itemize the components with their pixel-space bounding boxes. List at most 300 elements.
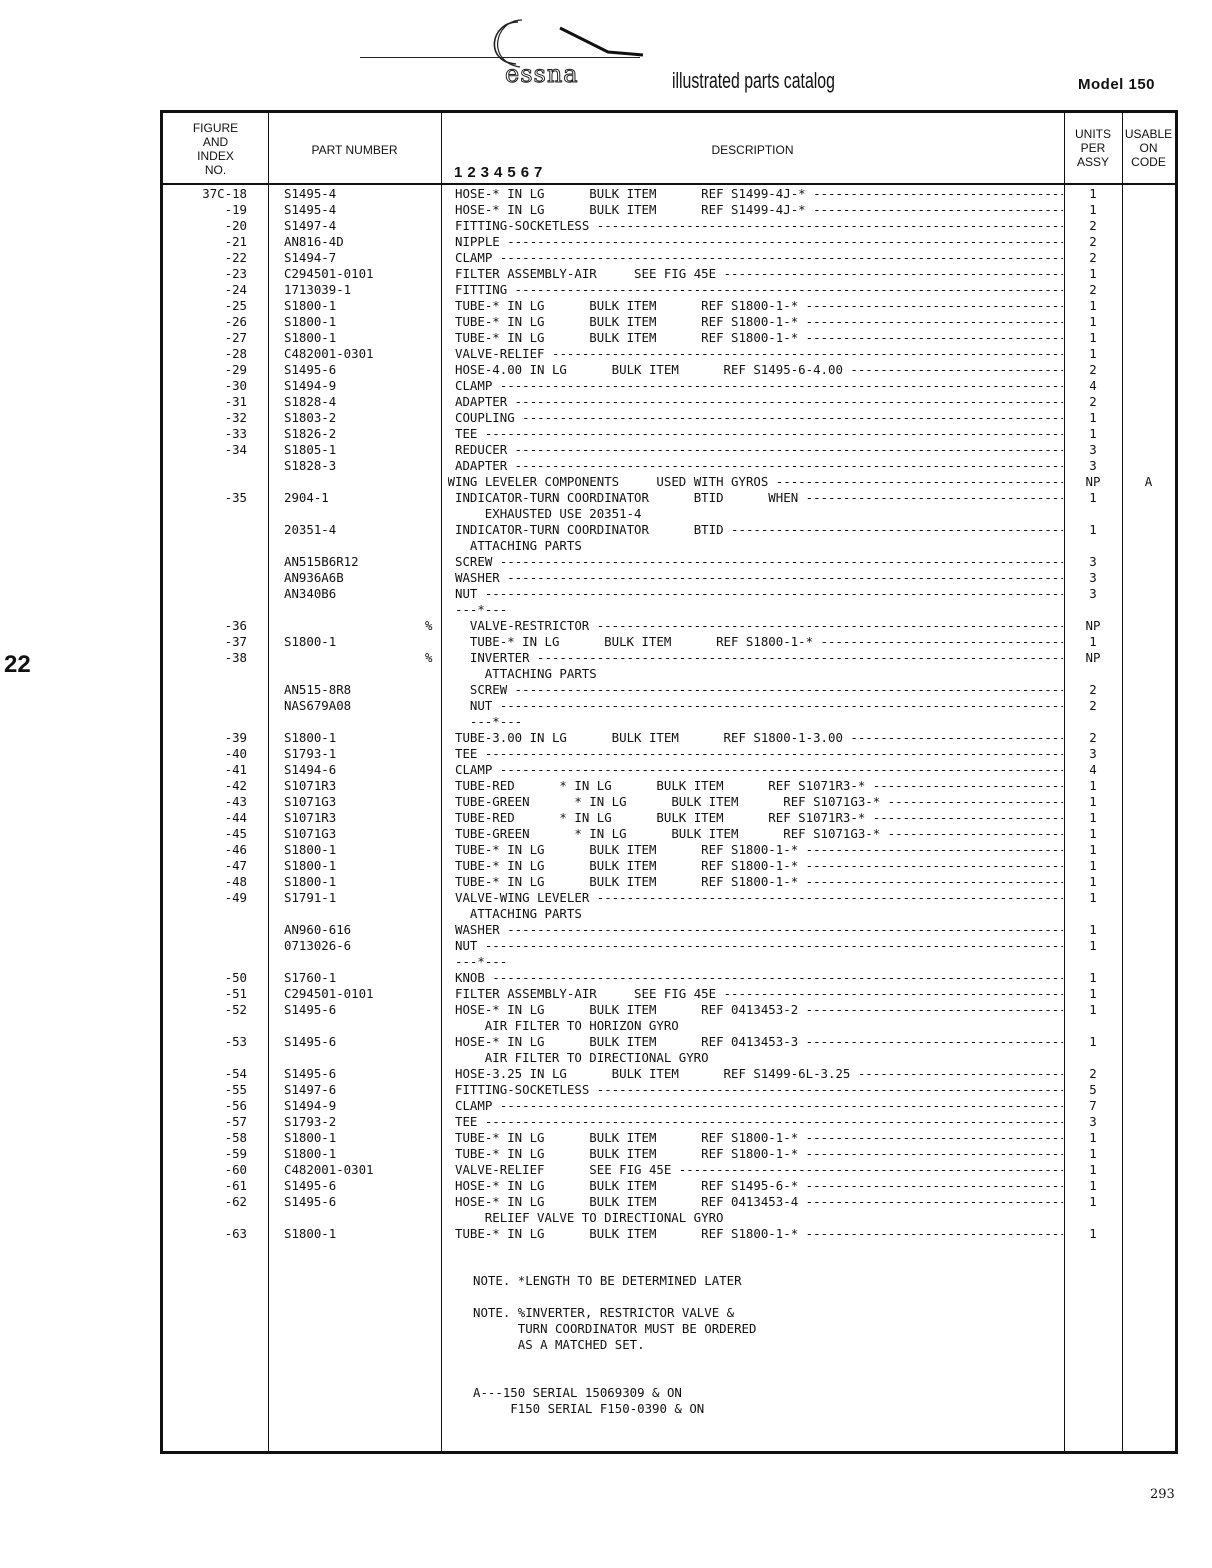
figure-index: -33 xyxy=(224,426,247,441)
description: VALVE-RELIEF ----- xyxy=(455,346,1063,362)
description: TUBE-* IN LG BULK ITEM REF S1800-1-* ----- xyxy=(455,330,1063,346)
table-row xyxy=(163,346,1175,362)
table-row xyxy=(163,378,1175,394)
part-number: S1071G3 xyxy=(284,826,337,841)
table-row xyxy=(163,554,1175,570)
units-per-assy: 3 xyxy=(1089,746,1097,761)
description: FILTER ASSEMBLY-AIR SEE FIG 45E ----- xyxy=(455,986,1063,1002)
figure-index: -58 xyxy=(224,1130,247,1145)
part-number: S1494-9 xyxy=(284,1098,337,1113)
table-row xyxy=(163,698,1175,714)
page-number: 293 xyxy=(1150,1487,1175,1502)
table-row xyxy=(163,682,1175,698)
part-number: S1071R3 xyxy=(284,778,337,793)
units-per-assy: 1 xyxy=(1089,202,1097,217)
description: TUBE-* IN LG BULK ITEM REF S1800-1-* ----- xyxy=(455,298,1063,314)
part-number: S1495-6 xyxy=(284,1034,337,1049)
description: VALVE-WING LEVELER ----- xyxy=(455,890,1063,906)
description: HOSE-4.00 IN LG BULK ITEM REF S1495-6-4.00 ----- xyxy=(455,362,1063,378)
description: CLAMP ----- xyxy=(455,250,1063,266)
units-per-assy: 1 xyxy=(1089,890,1097,905)
description: VALVE-RESTRICTOR ----- xyxy=(470,618,1063,634)
figure-index: -56 xyxy=(224,1098,247,1113)
figure-index: -35 xyxy=(224,490,247,505)
table-row xyxy=(163,202,1175,218)
part-number: S1495-6 xyxy=(284,1002,337,1017)
part-number: S1803-2 xyxy=(284,410,337,425)
description: TUBE-3.00 IN LG BULK ITEM REF S1800-1-3.00 ----- xyxy=(455,730,1063,746)
part-number: S1495-6 xyxy=(284,1066,337,1081)
table-row xyxy=(163,1178,1175,1194)
table-row xyxy=(163,1082,1175,1098)
units-per-assy: 1 xyxy=(1089,314,1097,329)
figure-index: -29 xyxy=(224,362,247,377)
header-line: ASSY xyxy=(1076,155,1109,169)
part-number: C482001-0301 xyxy=(284,1162,374,1177)
description: WASHER ----- xyxy=(455,922,1063,938)
units-per-assy: 2 xyxy=(1089,394,1097,409)
units-per-assy: 3 xyxy=(1089,458,1097,473)
note-line: NOTE. *LENGTH TO BE DETERMINED LATER xyxy=(473,1273,742,1288)
units-per-assy: 1 xyxy=(1089,858,1097,873)
table-row xyxy=(163,1210,1175,1226)
figure-index: -40 xyxy=(224,746,247,761)
table-row xyxy=(163,426,1175,442)
part-number: 20351-4 xyxy=(284,522,337,537)
header-line: UNITS xyxy=(1075,127,1111,141)
header-line: ON xyxy=(1139,141,1158,155)
description: ---*--- xyxy=(469,714,523,729)
header-line: PER xyxy=(1080,141,1106,155)
units-per-assy: 1 xyxy=(1089,1130,1097,1145)
figure-index: -48 xyxy=(224,874,247,889)
figure-index: -27 xyxy=(224,330,247,345)
units-per-assy: 3 xyxy=(1089,570,1097,585)
description: TUBE-* IN LG BULK ITEM REF S1800-1-* ----- xyxy=(455,1226,1063,1242)
figure-index: -47 xyxy=(224,858,247,873)
description: SCREW ----- xyxy=(455,554,1063,570)
figure-index: -20 xyxy=(224,218,247,233)
table-row xyxy=(163,778,1175,794)
figure-index: -50 xyxy=(224,970,247,985)
table-row xyxy=(163,250,1175,266)
units-per-assy: 2 xyxy=(1089,282,1097,297)
part-number: S1828-3 xyxy=(284,458,337,473)
part-number: C482001-0301 xyxy=(284,346,374,361)
table-row xyxy=(163,314,1175,330)
units-per-assy: NP xyxy=(1085,650,1101,665)
description: RELIEF VALVE TO DIRECTIONAL GYRO xyxy=(484,1210,724,1225)
table-row xyxy=(163,666,1175,682)
figure-index: -23 xyxy=(224,266,247,281)
part-number: S1800-1 xyxy=(284,874,337,889)
description: TEE ----- xyxy=(455,1114,1063,1130)
units-per-assy: 1 xyxy=(1089,986,1097,1001)
part-number: S1497-6 xyxy=(284,1082,337,1097)
units-per-assy: 2 xyxy=(1089,362,1097,377)
table-row xyxy=(163,1066,1175,1082)
part-number: 1713039-1 xyxy=(284,282,352,297)
note xyxy=(473,1305,756,1353)
part-number: S1495-4 xyxy=(284,202,337,217)
table-row xyxy=(163,218,1175,234)
description: NUT ----- xyxy=(455,586,1063,602)
units-per-assy: 1 xyxy=(1089,874,1097,889)
units-per-assy: 1 xyxy=(1089,810,1097,825)
table-row xyxy=(163,1002,1175,1018)
matched-set-mark: % xyxy=(425,618,433,633)
figure-index: -37 xyxy=(224,634,247,649)
catalog-title: illustrated parts catalog xyxy=(672,68,835,93)
part-number: S1494-9 xyxy=(284,378,337,393)
table-row xyxy=(163,1114,1175,1130)
description: TUBE-* IN LG BULK ITEM REF S1800-1-* ----- xyxy=(455,842,1063,858)
description: ATTACHING PARTS xyxy=(469,538,582,553)
description: NUT ----- xyxy=(470,698,1063,714)
figure-index: -60 xyxy=(224,1162,247,1177)
part-number: S1494-6 xyxy=(284,762,337,777)
part-number: S1800-1 xyxy=(284,634,337,649)
units-per-assy: 1 xyxy=(1089,426,1097,441)
figure-index: -53 xyxy=(224,1034,247,1049)
figure-index: -44 xyxy=(224,810,247,825)
description: VALVE-RELIEF SEE FIG 45E ----- xyxy=(455,1162,1063,1178)
part-number: S1800-1 xyxy=(284,298,337,313)
part-number: S1800-1 xyxy=(284,1146,337,1161)
description: COUPLING ----- xyxy=(455,410,1063,426)
table-row xyxy=(163,1162,1175,1178)
description: TUBE-GREEN * IN LG BULK ITEM REF S1071G3-* ----- xyxy=(455,794,1063,810)
figure-index: -28 xyxy=(224,346,247,361)
note xyxy=(473,1273,756,1289)
units-per-assy: 2 xyxy=(1089,730,1097,745)
table-row xyxy=(163,522,1175,538)
figure-index: -54 xyxy=(224,1066,247,1081)
table-row xyxy=(163,490,1175,506)
column-header-part-number: PART NUMBER xyxy=(311,143,398,157)
figure-index: -25 xyxy=(224,298,247,313)
part-number: AN340B6 xyxy=(284,586,337,601)
description: TUBE-* IN LG BULK ITEM REF S1800-1-* ----- xyxy=(455,1146,1063,1162)
figure-index: -31 xyxy=(224,394,247,409)
description: HOSE-* IN LG BULK ITEM REF S1499-4J-* ----- xyxy=(455,186,1063,202)
figure-index: -43 xyxy=(224,794,247,809)
part-number: AN515-8R8 xyxy=(284,682,352,697)
notes-block xyxy=(473,1273,756,1433)
part-number: AN816-4D xyxy=(284,234,344,249)
header-line: AND xyxy=(202,135,229,149)
table-row xyxy=(163,394,1175,410)
column-header-units xyxy=(1064,127,1122,169)
description: TUBE-* IN LG BULK ITEM REF S1800-1-* ----- xyxy=(455,314,1063,330)
description: TUBE-* IN LG BULK ITEM REF S1800-1-* ----- xyxy=(455,874,1063,890)
part-number: AN960-616 xyxy=(284,922,352,937)
description: FITTING-SOCKETLESS ----- xyxy=(455,1082,1063,1098)
table-row xyxy=(163,410,1175,426)
figure-index: -51 xyxy=(224,986,247,1001)
description: AIR FILTER TO HORIZON GYRO xyxy=(484,1018,679,1033)
figure-index: -30 xyxy=(224,378,247,393)
units-per-assy: 1 xyxy=(1089,298,1097,313)
description: TUBE-RED * IN LG BULK ITEM REF S1071R3-* ----- xyxy=(455,810,1063,826)
description: CLAMP ----- xyxy=(455,762,1063,778)
units-per-assy: 2 xyxy=(1089,250,1097,265)
part-number: S1805-1 xyxy=(284,442,337,457)
table-row xyxy=(163,970,1175,986)
table-row xyxy=(163,954,1175,970)
table-row xyxy=(163,874,1175,890)
units-per-assy: 2 xyxy=(1089,698,1097,713)
description: EXHAUSTED USE 20351-4 xyxy=(484,506,642,521)
part-number: S1826-2 xyxy=(284,426,337,441)
table-row xyxy=(163,442,1175,458)
description: REDUCER ----- xyxy=(455,442,1063,458)
part-number: S1495-6 xyxy=(284,1178,337,1193)
indent-digits: 1234567 xyxy=(454,164,548,181)
part-number: 2904-1 xyxy=(284,490,329,505)
column-header-usable-code xyxy=(1122,127,1175,169)
units-per-assy: 1 xyxy=(1089,1162,1097,1177)
description: HOSE-* IN LG BULK ITEM REF 0413453-4 ----- xyxy=(455,1194,1063,1210)
table-row xyxy=(163,1194,1175,1210)
units-per-assy: 1 xyxy=(1089,778,1097,793)
description: ATTACHING PARTS xyxy=(469,906,582,921)
units-per-assy: 3 xyxy=(1089,554,1097,569)
description: AIR FILTER TO DIRECTIONAL GYRO xyxy=(484,1050,709,1065)
description: FITTING ----- xyxy=(455,282,1063,298)
units-per-assy: 1 xyxy=(1089,266,1097,281)
units-per-assy: 1 xyxy=(1089,1002,1097,1017)
cessna-logo-text: essna xyxy=(505,60,579,88)
table-row xyxy=(163,586,1175,602)
units-per-assy: 1 xyxy=(1089,1194,1097,1209)
units-per-assy: 2 xyxy=(1089,1066,1097,1081)
table-row xyxy=(163,506,1175,522)
description: TEE ----- xyxy=(455,746,1063,762)
table-row xyxy=(163,746,1175,762)
table-row xyxy=(163,538,1175,554)
figure-index: -36 xyxy=(224,618,247,633)
table-row xyxy=(163,650,1175,666)
description: WASHER ----- xyxy=(455,570,1063,586)
units-per-assy: 1 xyxy=(1089,1226,1097,1241)
part-number: S1800-1 xyxy=(284,730,337,745)
side-section-number: 22 xyxy=(4,651,31,678)
description: HOSE-* IN LG BULK ITEM REF S1495-6-* ----- xyxy=(455,1178,1063,1194)
description: CLAMP ----- xyxy=(455,1098,1063,1114)
part-number: AN515B6R12 xyxy=(284,554,359,569)
description: ADAPTER ----- xyxy=(455,458,1063,474)
note-line: TURN COORDINATOR MUST BE ORDERED xyxy=(473,1321,757,1336)
units-per-assy: 1 xyxy=(1089,842,1097,857)
table-row xyxy=(163,458,1175,474)
description: INVERTER ----- xyxy=(470,650,1063,666)
table-row xyxy=(163,474,1175,490)
figure-index: -41 xyxy=(224,762,247,777)
units-per-assy: 1 xyxy=(1089,1034,1097,1049)
description: INDICATOR-TURN COORDINATOR BTID ----- xyxy=(455,522,1063,538)
description: KNOB ----- xyxy=(455,970,1063,986)
part-number: S1800-1 xyxy=(284,858,337,873)
figure-index: -49 xyxy=(224,890,247,905)
units-per-assy: 1 xyxy=(1089,522,1097,537)
part-number: NAS679A08 xyxy=(284,698,352,713)
figure-index: -26 xyxy=(224,314,247,329)
description: ADAPTER ----- xyxy=(455,394,1063,410)
table-row xyxy=(163,810,1175,826)
table-row xyxy=(163,1146,1175,1162)
units-per-assy: 1 xyxy=(1089,1178,1097,1193)
units-per-assy: 1 xyxy=(1089,1146,1097,1161)
description: HOSE-* IN LG BULK ITEM REF 0413453-3 ----- xyxy=(455,1034,1063,1050)
description: HOSE-3.25 IN LG BULK ITEM REF S1499-6L-3.25 ----- xyxy=(455,1066,1063,1082)
table-row xyxy=(163,938,1175,954)
figure-index: -62 xyxy=(224,1194,247,1209)
description: TUBE-RED * IN LG BULK ITEM REF S1071R3-* ----- xyxy=(455,778,1063,794)
units-per-assy: 1 xyxy=(1089,634,1097,649)
units-per-assy: 4 xyxy=(1089,762,1097,777)
table-row xyxy=(163,570,1175,586)
header-divider xyxy=(163,183,1175,185)
part-number: AN936A6B xyxy=(284,570,344,585)
table-row xyxy=(163,762,1175,778)
figure-index: -59 xyxy=(224,1146,247,1161)
figure-index: -39 xyxy=(224,730,247,745)
table-body xyxy=(163,186,1175,1242)
part-number: C294501-0101 xyxy=(284,266,374,281)
part-number: S1800-1 xyxy=(284,1130,337,1145)
table-row xyxy=(163,1034,1175,1050)
description: TUBE-* IN LG BULK ITEM REF S1800-1-* ----- xyxy=(455,1130,1063,1146)
part-number: S1800-1 xyxy=(284,330,337,345)
part-number: S1494-7 xyxy=(284,250,337,265)
figure-index: -32 xyxy=(224,410,247,425)
description: ATTACHING PARTS xyxy=(484,666,597,681)
description: ---*--- xyxy=(455,954,508,969)
part-number: S1495-4 xyxy=(284,186,337,201)
description: ---*--- xyxy=(455,602,508,617)
table-row xyxy=(163,234,1175,250)
units-per-assy: 1 xyxy=(1089,410,1097,425)
figure-index: -38 xyxy=(224,650,247,665)
note-line xyxy=(473,1369,756,1385)
note-line: F150 SERIAL F150-0390 & ON xyxy=(473,1401,705,1416)
units-per-assy: 1 xyxy=(1089,826,1097,841)
units-per-assy: 1 xyxy=(1089,346,1097,361)
table-row xyxy=(163,186,1175,202)
units-per-assy: 1 xyxy=(1089,330,1097,345)
table-row xyxy=(163,922,1175,938)
units-per-assy: 3 xyxy=(1089,442,1097,457)
description: NIPPLE ----- xyxy=(455,234,1063,250)
header-line: CODE xyxy=(1131,155,1166,169)
table-row xyxy=(163,282,1175,298)
units-per-assy: 5 xyxy=(1089,1082,1097,1097)
units-per-assy: 2 xyxy=(1089,682,1097,697)
part-number: S1071G3 xyxy=(284,794,337,809)
figure-index: -21 xyxy=(224,234,247,249)
table-row xyxy=(163,906,1175,922)
table-row xyxy=(163,858,1175,874)
units-per-assy: 1 xyxy=(1089,794,1097,809)
units-per-assy: 3 xyxy=(1089,586,1097,601)
header-line: USABLE xyxy=(1124,127,1173,141)
units-per-assy: 2 xyxy=(1089,234,1097,249)
part-number: S1828-4 xyxy=(284,394,337,409)
units-per-assy: 1 xyxy=(1089,490,1097,505)
table-row xyxy=(163,602,1175,618)
description: TUBE-GREEN * IN LG BULK ITEM REF S1071G3-* ----- xyxy=(455,826,1063,842)
figure-index: -55 xyxy=(224,1082,247,1097)
units-per-assy: 3 xyxy=(1089,1114,1097,1129)
description: INDICATOR-TURN COORDINATOR BTID WHEN ----- xyxy=(455,490,1063,506)
part-number: S1071R3 xyxy=(284,810,337,825)
header-line: FIGURE xyxy=(192,121,239,135)
table-row xyxy=(163,794,1175,810)
description: TUBE-* IN LG BULK ITEM REF S1800-1-* ----- xyxy=(455,858,1063,874)
figure-index: -24 xyxy=(224,282,247,297)
note-line: A---150 SERIAL 15069309 & ON xyxy=(473,1385,682,1400)
table-row xyxy=(163,362,1175,378)
table-row xyxy=(163,826,1175,842)
model-label: Model 150 xyxy=(1078,76,1156,93)
header-line: INDEX xyxy=(197,149,234,163)
figure-index: -61 xyxy=(224,1178,247,1193)
table-row xyxy=(163,1050,1175,1066)
matched-set-mark: % xyxy=(425,650,433,665)
part-number: S1800-1 xyxy=(284,314,337,329)
table-row xyxy=(163,634,1175,650)
column-header-figure xyxy=(163,121,268,177)
part-number: S1800-1 xyxy=(284,842,337,857)
description: FILTER ASSEMBLY-AIR SEE FIG 45E ----- xyxy=(455,266,1063,282)
description: HOSE-* IN LG BULK ITEM REF S1499-4J-* ----- xyxy=(455,202,1063,218)
description: SCREW ----- xyxy=(470,682,1063,698)
table-row xyxy=(163,1018,1175,1034)
table-row xyxy=(163,890,1175,906)
table-row xyxy=(163,714,1175,730)
units-per-assy: 1 xyxy=(1089,970,1097,985)
part-number: S1791-1 xyxy=(284,890,337,905)
figure-index: -45 xyxy=(224,826,247,841)
part-number: 0713026-6 xyxy=(284,938,352,953)
table-row xyxy=(163,1226,1175,1242)
units-per-assy: 1 xyxy=(1089,922,1097,937)
part-number: S1495-6 xyxy=(284,362,337,377)
figure-index: -19 xyxy=(224,202,247,217)
table-row xyxy=(163,986,1175,1002)
description: FITTING-SOCKETLESS ----- xyxy=(455,218,1063,234)
figure-index: -42 xyxy=(224,778,247,793)
part-number: S1760-1 xyxy=(284,970,337,985)
table-row xyxy=(163,1098,1175,1114)
note xyxy=(473,1369,756,1417)
units-per-assy: 7 xyxy=(1089,1098,1097,1113)
figure-index: 37C-18 xyxy=(202,186,247,201)
part-number: S1793-1 xyxy=(284,746,337,761)
table-row xyxy=(163,1130,1175,1146)
part-number: C294501-0101 xyxy=(284,986,374,1001)
header-line: NO. xyxy=(204,163,227,177)
figure-index: -57 xyxy=(224,1114,247,1129)
units-per-assy: 2 xyxy=(1089,218,1097,233)
description: WING LEVELER COMPONENTS USED WITH GYROS ----- xyxy=(448,474,1063,490)
table-row xyxy=(163,730,1175,746)
figure-index: -46 xyxy=(224,842,247,857)
part-number: S1800-1 xyxy=(284,1226,337,1241)
usable-on-code: A xyxy=(1144,474,1153,489)
note-line: NOTE. %INVERTER, RESTRICTOR VALVE & xyxy=(473,1305,735,1320)
